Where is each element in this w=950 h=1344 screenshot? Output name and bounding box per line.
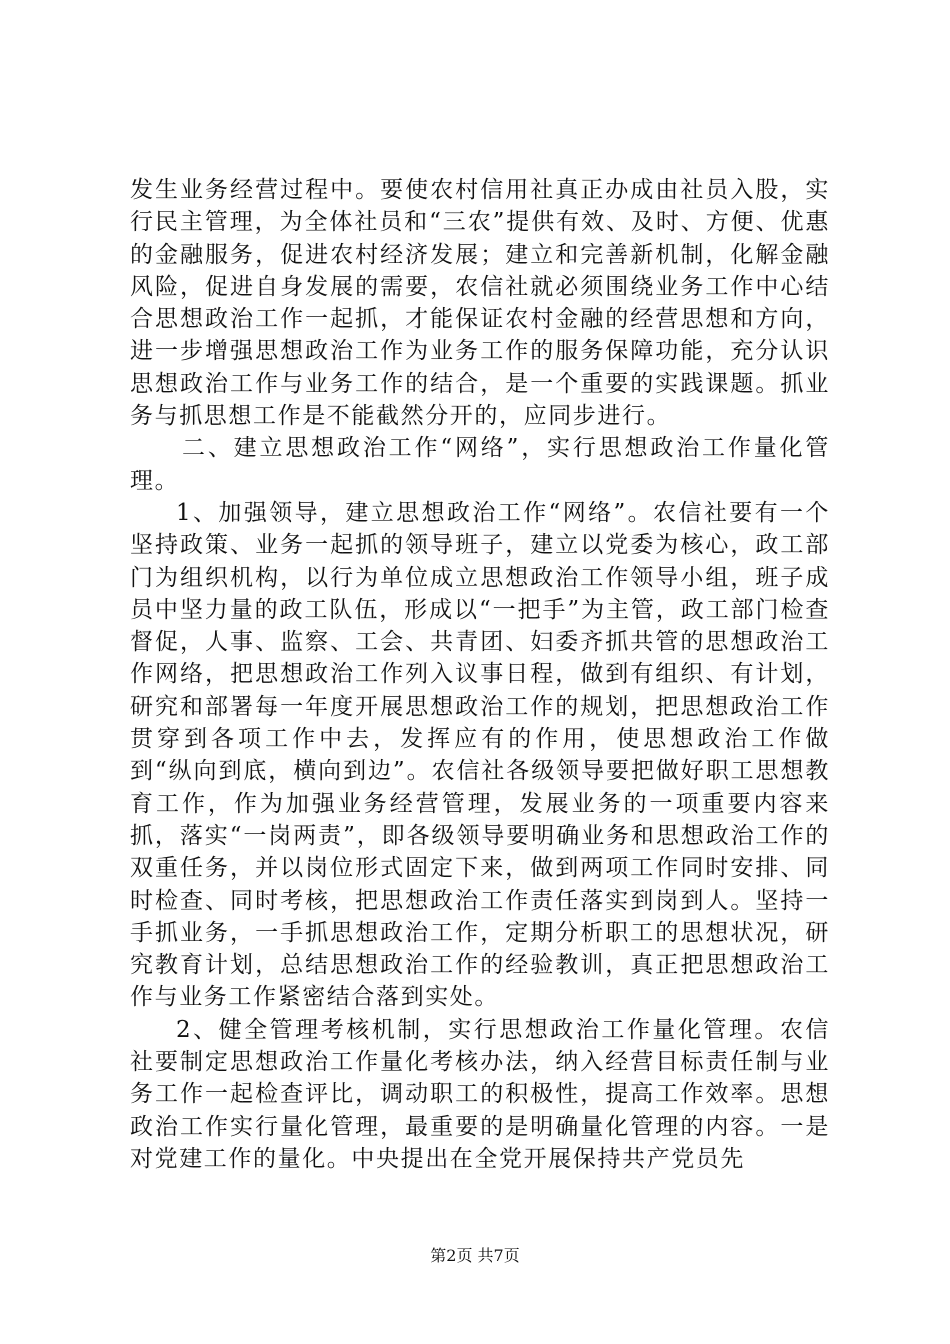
section-heading: 二、建立思想政治工作“网络”，实行思想政治工作量化管理。	[130, 435, 830, 494]
page-number-footer: 第2页 共7页	[430, 1246, 520, 1265]
paragraph-continuation: 发生业务经营过程中。要使农村信用社真正办成由社员入股，实行民主管理，为全体社员和“三农”提供有效、及时、方便、优惠的金融服务，促进农村经济发展；建立和完善新机制，化解金融风险，促进自身发展的需要，农信社就必须围绕业务工作中心结合思想政治工作一起抓，才能保证农村金融的经营思想和方向，进一步增强思想政治工作为业务工作的服务保障功能，充分认识思想政治工作与业务工作的结合，是一个重要的实践课题。抓业务与抓思想工作是不能截然分开的，应同步进行。	[130, 177, 830, 430]
paragraph-item-1: 1、加强领导，建立思想政治工作“网络”。农信社要有一个坚持政策、业务一起抓的领导班子，建立以党委为核心，政工部门为组织机构，以行为单位成立思想政治工作领导小组，班子成员中坚力量的政工队伍，形成以“一把手”为主管，政工部门检查督促，人事、监察、工会、共青团、妇委齐抓共管的思想政治工作网络，把思想政治工作列入议事日程，做到有组织、有计划，研究和部署每一年度开展思想政治工作的规划，把思想政治工作贯穿到各项工作中去，发挥应有的作用，使思想政治工作做到“纵向到底，横向到边”。农信社各级领导要把做好职工思想教育工作，作为加强业务经营管理，发展业务的一项重要内容来抓，落实“一岗两责”，即各级领导要明确业务和思想政治工作的双重任务，并以岗位形式固定下来，做到两项工作同时安排、同时检查、同时考核，把思想政治工作责任落实到岗到人。坚持一手抓业务，一手抓思想政治工作，定期分析职工的思想状况，研究教育计划，总结思想政治工作的经验教训，真正把思想政治工作与业务工作紧密结合落到实处。	[130, 499, 830, 1011]
paragraph-item-2: 2、健全管理考核机制，实行思想政治工作量化管理。农信社要制定思想政治工作量化考核办法，纳入经营目标责任制与业务工作一起检查评比，调动职工的积极性，提高工作效率。思想政治工作实行量化管理，最重要的是明确量化管理的内容。一是对党建工作的量化。中央提出在全党开展保持共产党员先	[130, 1016, 830, 1172]
document-body	[130, 174, 830, 1175]
